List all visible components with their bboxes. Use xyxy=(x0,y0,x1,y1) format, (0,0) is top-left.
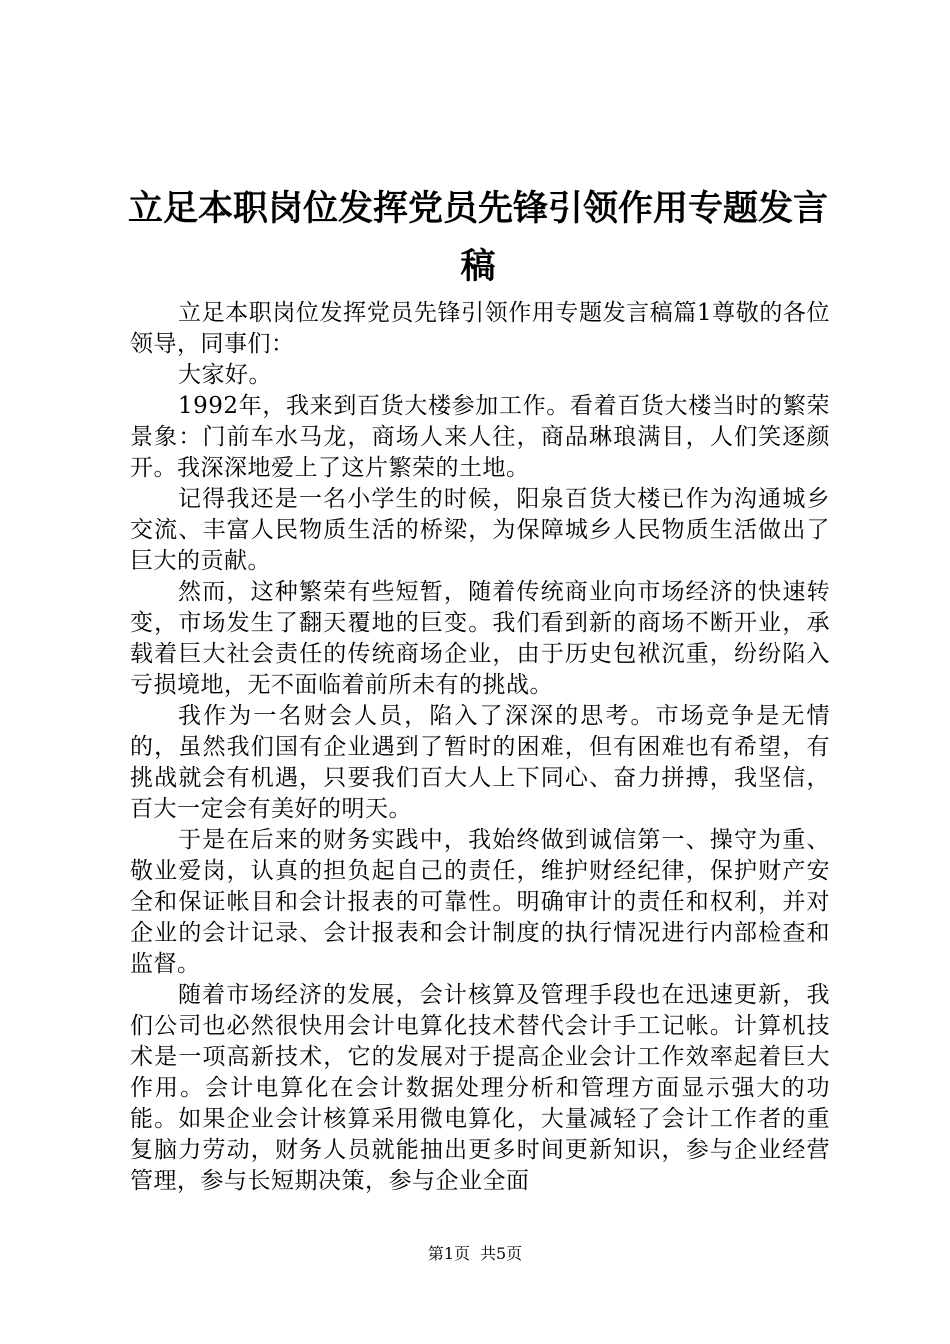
page-total: 共5页 xyxy=(480,1244,523,1263)
paragraph-1: 立足本职岗位发挥党员先锋引领作用专题发言稿篇1尊敬的各位领导，同事们： xyxy=(130,300,830,357)
paragraph-5: 然而，这种繁荣有些短暂，随着传统商业向市场经济的快速转变，市场发生了翻天覆地的巨变。我们看到新的商场不断开业，承载着巨大社会责任的传统商场企业，由于历史包袱沉重，纷纷陷入亏损境地，无不面临着前所未有的挑战。 xyxy=(130,579,830,698)
document-title: 立足本职岗位发挥党员先锋引领作用专题发言稿 xyxy=(128,188,829,287)
paragraph-7: 于是在后来的财务实践中，我始终做到诚信第一、操守为重、敬业爱岗，认真的担负起自己的责任，维护财经纪律，保护财产安全和保证帐目和会计报表的可靠性。明确审计的责任和权利，并对企业的会计记录、会计报表和会计制度的执行情况进行内部检查和监督。 xyxy=(130,827,830,977)
paragraph-6: 我作为一名财会人员，陷入了深深的思考。市场竞争是无情的，虽然我们国有企业遇到了暂时的困难，但有困难也有希望，有挑战就会有机遇，只要我们百大人上下同心、奋力拼搏，我坚信，百大一定会有美好的明天。 xyxy=(130,703,830,822)
paragraph-8: 随着市场经济的发展，会计核算及管理手段也在迅速更新，我们公司也必然很快用会计电算化技术替代会计手工记帐。计算机技术是一项高新技术，它的发展对于提高企业会计工作效率起着巨大作用。会计电算化在会计数据处理分析和管理方面显示强大的功能。如果企业会计核算采用微电算化，大量减轻了会计工作者的重复脑力劳动，财务人员就能抽出更多时间更新知识，参与企业经营管理，参与长短期决策，参与企业全面 xyxy=(130,982,830,1194)
paragraph-2: 大家好。 xyxy=(178,362,272,388)
page-number: 第1页 xyxy=(427,1244,470,1263)
paragraph-3: 1992年，我来到百货大楼参加工作。看着百货大楼当时的繁荣景象：门前车水马龙，商场人来人往，商品琳琅满目，人们笑逐颜开。我深深地爱上了这片繁荣的土地。 xyxy=(130,393,830,481)
document-body xyxy=(130,298,830,1197)
paragraph-4: 记得我还是一名小学生的时候，阳泉百货大楼已作为沟通城乡交流、丰富人民物质生活的桥梁，为保障城乡人民物质生活做出了巨大的贡献。 xyxy=(130,486,830,574)
page-footer xyxy=(0,1244,950,1264)
